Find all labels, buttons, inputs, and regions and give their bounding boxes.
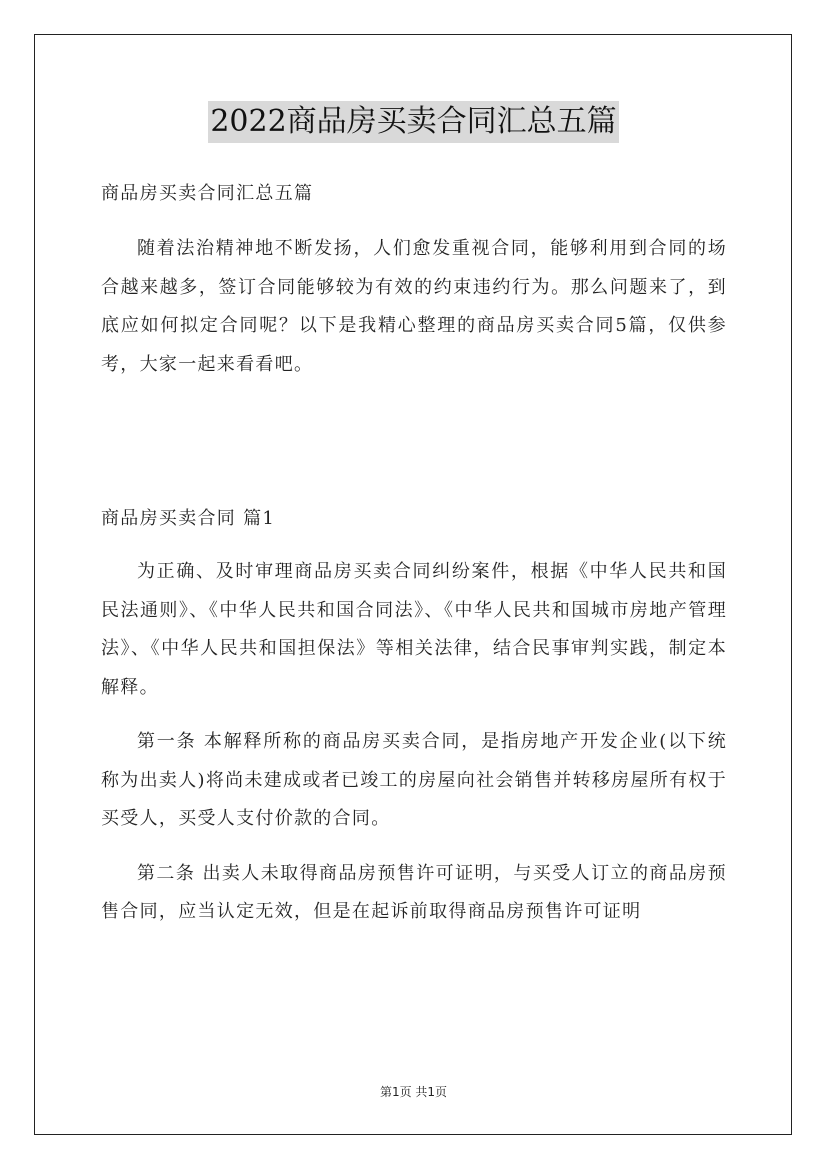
section1-body <box>101 553 727 932</box>
section-paragraph-1: 为正确、及时审理商品房买卖合同纠纷案件，根据《中华人民共和国民法通则》、《中华人民共和国合同法》、《中华人民共和国城市房地产管理法》、《中华人民共和国担保法》等相关法律，结合民事审判实践，制定本解释。 <box>101 561 727 698</box>
page-number: 第1页 共1页 <box>379 1085 448 1099</box>
intro-block <box>101 230 727 384</box>
intro-paragraph: 随着法治精神地不断发扬，人们愈发重视合同，能够利用到合同的场合越来越多，签订合同能够较为有效的约束违约行为。那么问题来了，到底应如何拟定合同呢？以下是我精心整理的商品房买卖合同5篇，仅供参考，大家一起来看看吧。 <box>101 238 727 375</box>
section1-heading-block <box>101 500 727 539</box>
title-container <box>0 101 827 143</box>
section-paragraph-3: 第二条 出卖人未取得商品房预售许可证明，与买受人订立的商品房预售合同，应当认定无效，但是在起诉前取得商品房预售许可证明 <box>101 862 727 922</box>
subtitle-block <box>101 175 727 214</box>
page-footer <box>0 1083 827 1100</box>
section-heading: 商品房买卖合同 篇1 <box>101 508 276 529</box>
document-subtitle: 商品房买卖合同汇总五篇 <box>101 183 314 204</box>
section-paragraph-2: 第一条 本解释所称的商品房买卖合同，是指房地产开发企业(以下统称为出卖人)将尚未建成或者已竣工的房屋向社会销售并转移房屋所有权于买受人，买受人支付价款的合同。 <box>101 731 727 829</box>
document-title: 2022商品房买卖合同汇总五篇 <box>208 101 618 143</box>
